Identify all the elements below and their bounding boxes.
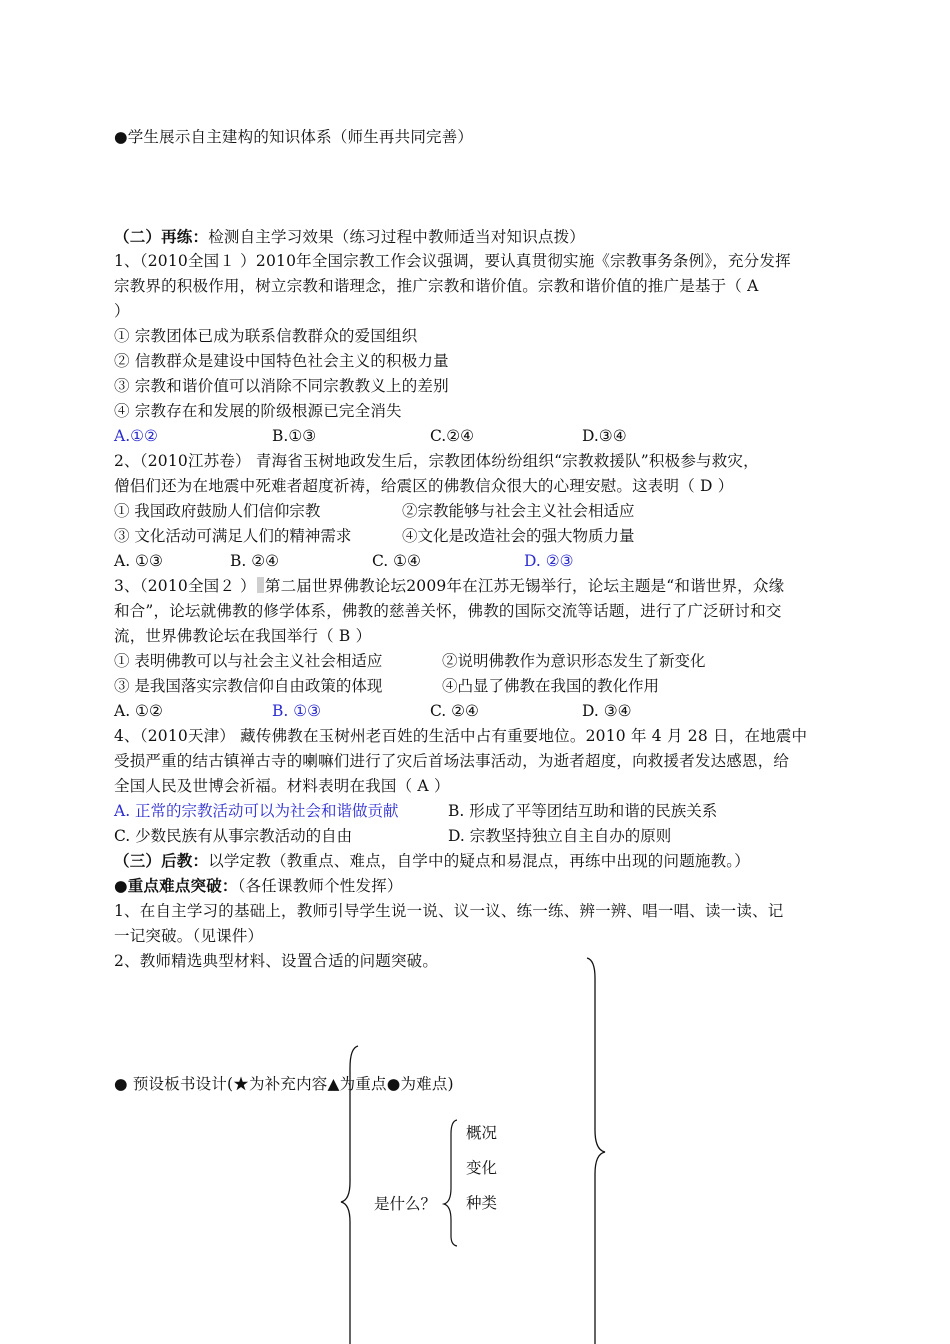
section2-heading [114,226,585,248]
focus-heading-bold-a: ●重点 [114,876,160,895]
q4-option-b: B. 形成了平等团结互助和谐的民族关系 [448,802,718,820]
q1-item-2: ② 信教群众是建设中国特色社会主义的积极力量 [114,352,449,370]
q2-item-1: ① 我国政府鼓励人们信仰宗教 [114,502,321,520]
left-brace-icon [338,1044,362,1344]
q3-line3: 流，世界佛教论坛在我国举行（ B ） [114,627,372,645]
q2-item-3: ③ 文化活动可满足人们的精神需求 [114,527,352,545]
board-root-label: 是什么？ [374,1195,437,1213]
q1-option-a: A.①② [114,427,158,445]
q3-line1-text: 第二届世界佛教论坛2009年在江苏无锡举行，论坛主题是“和谐世界，众缘 [264,577,785,595]
q4-line3: 全国人民及世博会祈福。材料表明在我国（ A ） [114,777,450,795]
section2-heading-bold: （二）再练： [114,227,209,246]
q2-item-4: ④文化是改造社会的强大物质力量 [402,527,635,545]
q2-line2: 僧侣们还为在地震中死难者超度祈祷，给震区的佛教信众很大的心理安慰。这表明（ D ） [114,477,734,495]
q4-option-d: D. 宗教坚持独立自主自办的原则 [448,827,672,845]
q1-line1: 1、（2010全国１ ）2010年全国宗教工作会议强调，要认真贯彻实施《宗教事务条例》，充分发挥 [114,252,791,270]
q1-line3: ） [114,302,130,320]
board-child-1: 概况 [466,1124,498,1142]
focus-heading-text: （各任课教师个性发挥） [237,877,403,895]
q3-item-2: ②说明佛教作为意识形态发生了新变化 [442,652,706,670]
q4-line1: 4、（2010天津） 藏传佛教在玉树州老百姓的生活中占有重要地位。2010 年 4 月 28 日，在地震中 [114,727,808,745]
q1-option-d: D.③④ [582,427,627,445]
q3-item-4: ④凸显了佛教在我国的教化作用 [442,677,660,695]
q2-option-c: C. ①④ [372,552,421,570]
q2-option-d: D. ②③ [524,552,574,570]
board-title: ● 预设板书设计(★为补充内容▲为重点●为难点) [114,1075,454,1093]
q3-line2: 和合”，论坛就佛教的修学体系，佛教的慈善关怀，佛教的国际交流等话题，进行了广泛研讨和交 [114,602,782,620]
section3-heading-text: 以学定教（教重点、难点，自学中的疑点和易混点，再练中出现的问题施教。） [208,852,750,870]
q3-item-1: ① 表明佛教可以与社会主义社会相适应 [114,652,383,670]
q1-line2: 宗教界的积极作用，树立宗教和谐理念，推广宗教和谐价值。宗教和谐价值的推广是基于（ A [114,277,759,295]
q1-item-3: ③ 宗教和谐价值可以消除不同宗教教义上的差别 [114,377,449,395]
section3-heading [114,850,750,872]
q4-option-c: C. 少数民族有从事宗教活动的自由 [114,827,353,845]
q3-option-b: B. ①③ [272,702,322,720]
focus-item1-line1: 1、在自主学习的基础上，教师引导学生说一说、议一议、练一练、辨一辨、唱一唱、读一读、记 [114,902,784,920]
q1-item-4: ④ 宗教存在和发展的阶级根源已完全消失 [114,402,402,420]
small-brace-icon [440,1118,460,1248]
q2-item-2: ②宗教能够与社会主义社会相适应 [402,502,635,520]
q2-line1: 2、（2010江苏卷） 青海省玉树地政发生后，宗教团体纷纷组织“宗教救援队”积极参与救灾， [114,452,759,470]
q1-option-b: B.①③ [272,427,317,445]
q3-item-3: ③ 是我国落实宗教信仰自由政策的体现 [114,677,383,695]
board-child-2: 变化 [466,1159,498,1177]
board-child-3: 种类 [466,1194,498,1212]
section2-heading-text: 检测自主学习效果（练习过程中教师适当对知识点拨） [208,228,586,246]
q1-option-c: C.②④ [430,427,475,445]
intro-line: ●学生展示自主建构的知识体系（师生再共同完善） [114,128,474,146]
section3-heading-bold: （三）后教： [114,851,209,870]
q2-option-a: A. ①③ [114,552,163,570]
right-brace-icon [584,956,610,1344]
q3-line1-source: 3、（2010全国２ ） [114,577,256,595]
q3-option-c: C. ②④ [430,702,479,720]
q4-line2: 受损严重的结古镇禅古寺的喇嘛们进行了灾后首场法事活动，为逝者超度，向救援者发达感恩，给 [114,752,790,770]
q4-option-a: A. 正常的宗教活动可以为社会和谐做贡献 [114,802,399,820]
focus-item1-line2: 一记突破。（见课件） [114,927,264,945]
q3-option-d: D. ③④ [582,702,632,720]
q1-item-1: ① 宗教团体已成为联系信教群众的爱国组织 [114,327,418,345]
highlight-marker [257,577,264,593]
focus-heading [114,875,403,897]
focus-item2: 2、教师精选典型材料、设置合适的问题突破。 [114,952,439,970]
q2-option-b: B. ②④ [230,552,280,570]
focus-heading-bold-b: 难点突破： [159,876,238,895]
q3-line1 [114,575,784,597]
q3-option-a: A. ①② [114,702,163,720]
